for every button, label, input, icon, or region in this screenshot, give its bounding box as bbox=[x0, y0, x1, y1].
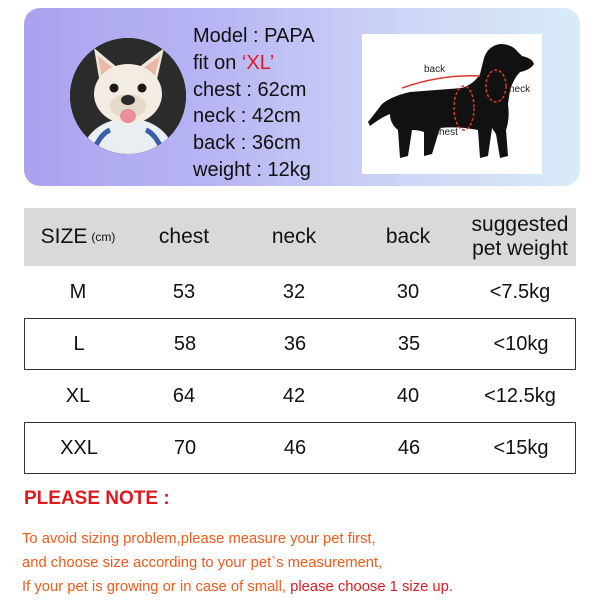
note-line-3 bbox=[22, 575, 453, 599]
diagram-neck-label: neck bbox=[509, 84, 531, 95]
header-size bbox=[24, 208, 132, 266]
row-neck: 36 bbox=[283, 332, 307, 355]
row-neck: 42 bbox=[282, 384, 306, 407]
dog-silhouette-diagram bbox=[362, 34, 542, 174]
model-fit-prefix: fit on bbox=[193, 51, 237, 74]
row-size: XL bbox=[65, 384, 91, 407]
model-neck: neck : 42cm bbox=[193, 105, 301, 128]
model-back: back : 36cm bbox=[193, 132, 301, 155]
french-bulldog-image bbox=[70, 38, 186, 154]
table-row bbox=[24, 318, 576, 370]
header-weight bbox=[464, 208, 576, 266]
header-weight-line2: pet weight bbox=[472, 237, 568, 260]
row-size: L bbox=[73, 332, 85, 355]
header-neck: neck bbox=[271, 225, 317, 248]
model-fit bbox=[193, 50, 315, 77]
note-line-2: and choose size according to your pet`s measurement, bbox=[22, 555, 383, 571]
model-fit-size: ‘XL’ bbox=[241, 51, 275, 74]
row-chest: 64 bbox=[172, 384, 196, 407]
row-back: 40 bbox=[396, 384, 420, 407]
note-line-1: To avoid sizing problem,please measure your pet first, bbox=[22, 531, 376, 547]
header-size-unit: (cm) bbox=[91, 230, 116, 244]
row-weight: <7.5kg bbox=[489, 280, 551, 303]
row-back: 46 bbox=[397, 436, 421, 459]
note-line-3-emphasis: please choose 1 size up. bbox=[290, 579, 453, 595]
header-size-label: SIZE bbox=[40, 225, 88, 248]
header-chest: chest bbox=[158, 225, 210, 248]
measurement-diagram bbox=[362, 34, 542, 174]
table-row bbox=[24, 370, 576, 422]
table-row bbox=[24, 422, 576, 474]
row-back: 30 bbox=[396, 280, 420, 303]
dog-photo bbox=[70, 38, 186, 154]
model-info bbox=[193, 23, 315, 184]
note-line-3-prefix: If your pet is growing or in case of small, bbox=[22, 579, 286, 595]
model-chest: chest : 62cm bbox=[193, 78, 307, 101]
row-neck: 46 bbox=[283, 436, 307, 459]
row-weight: <12.5kg bbox=[484, 384, 556, 407]
table-row bbox=[24, 266, 576, 318]
row-chest: 70 bbox=[173, 436, 197, 459]
size-table bbox=[24, 208, 576, 474]
note-text bbox=[22, 527, 453, 599]
diagram-back-label: back bbox=[424, 64, 446, 75]
note-title: PLEASE NOTE : bbox=[24, 488, 170, 509]
table-header-row bbox=[24, 208, 576, 266]
row-weight: <15kg bbox=[493, 436, 549, 459]
model-weight: weight : 12kg bbox=[193, 158, 311, 181]
row-back: 35 bbox=[397, 332, 421, 355]
header-weight-line1: suggested bbox=[471, 213, 569, 236]
model-name: Model : PAPA bbox=[193, 25, 315, 47]
row-chest: 53 bbox=[172, 280, 196, 303]
row-size: XXL bbox=[60, 436, 98, 459]
row-neck: 32 bbox=[282, 280, 306, 303]
diagram-chest-label: chest bbox=[434, 127, 458, 138]
row-size: M bbox=[69, 280, 87, 303]
header-back: back bbox=[385, 225, 431, 248]
row-chest: 58 bbox=[173, 332, 197, 355]
row-weight: <10kg bbox=[493, 332, 549, 355]
